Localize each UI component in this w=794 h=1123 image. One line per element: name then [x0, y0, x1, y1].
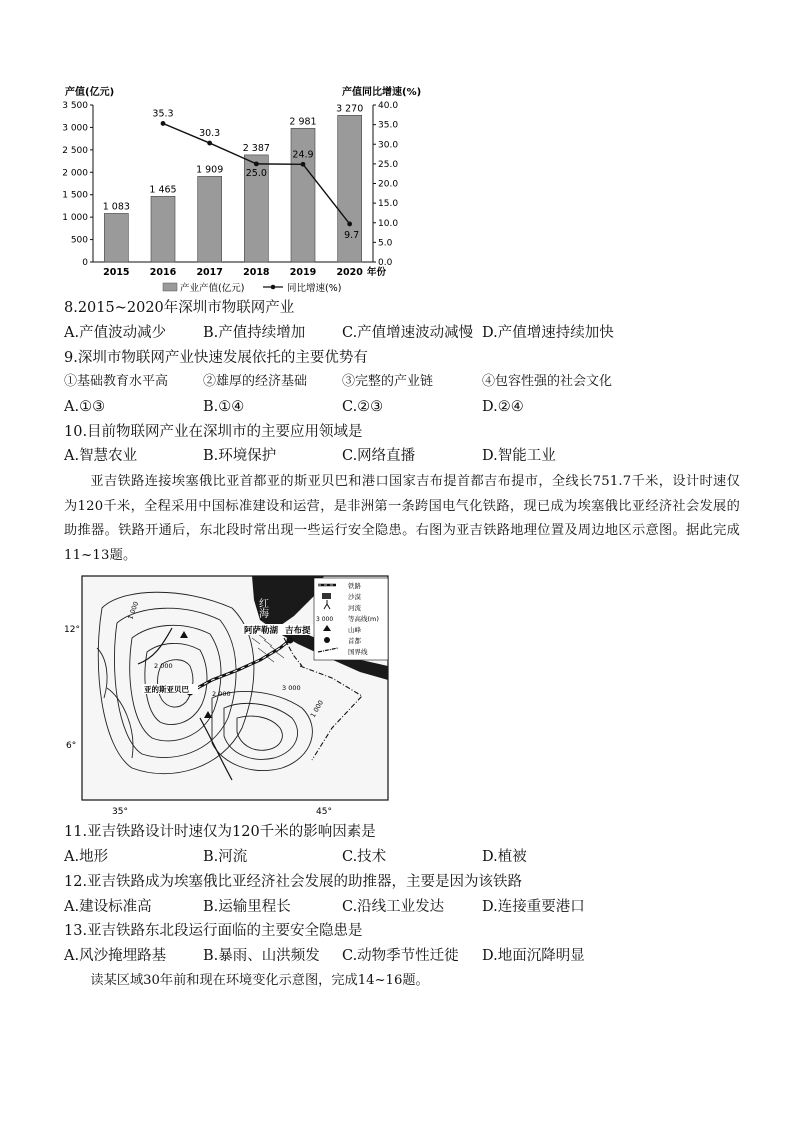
- contour-label-2: 2 000: [154, 662, 173, 670]
- q11-option-d[interactable]: D.植被: [482, 849, 527, 865]
- y2-tick-label: 15.0: [378, 199, 399, 210]
- question-12-stem: 12.亚吉铁路成为埃塞俄比亚经济社会发展的助推器，主要是因为该铁路: [64, 874, 523, 890]
- q11-option-c[interactable]: C.技术: [342, 849, 387, 865]
- bar: [104, 213, 128, 262]
- q10-option-c[interactable]: C.网络直播: [342, 448, 416, 464]
- q10-option-d[interactable]: D.智能工业: [482, 448, 556, 464]
- x-axis-ticks: [103, 267, 363, 278]
- growth-data-label: 9.7: [344, 229, 360, 241]
- industry-output-chart: [55, 80, 435, 300]
- lon-label-45: 45°: [316, 807, 332, 816]
- growth-data-label: 25.0: [245, 167, 267, 179]
- lat-label-6: 6°: [66, 741, 77, 751]
- question-9-stem: 9.深圳市物联网产业快速发展依托的主要优势有: [64, 350, 368, 366]
- sea-label: 红海: [256, 598, 268, 618]
- passage-railway: 亚吉铁路连接埃塞俄比亚首都亚的斯亚贝巴和港口国家吉布提首都吉布提市，全线长751.7千米，设计时速仅为120千米，全程采用中国标准建设和运营，是非洲第一条跨国电气化铁路，现已成为埃塞俄比亚经济社会发展的助推器。铁路开通后，东北段时常出现一些运行安全隐患。右图为亚吉铁路地理位置及周边地区示意图。据此完成11~13题。: [64, 474, 740, 563]
- question-11-stem: 11.亚吉铁路设计时速仅为120千米的影响因素是: [64, 824, 376, 840]
- legend-bar-label: 产业产值(亿元): [180, 283, 245, 294]
- x-tick-label: 2018: [243, 267, 270, 278]
- map-legend: [314, 578, 388, 660]
- y2-axis-ticks: [373, 101, 398, 268]
- q13-option-b[interactable]: B.暴雨、山洪频发: [203, 948, 320, 964]
- q8-option-c[interactable]: C.产值增速波动减慢: [342, 325, 474, 341]
- legend-desert: 沙漠: [348, 593, 361, 601]
- growth-point: [207, 141, 212, 146]
- growth-point: [161, 121, 166, 126]
- y-tick-label: 3 000: [62, 123, 88, 134]
- y-tick-label: 1 000: [62, 213, 88, 224]
- lat-label-12: 12°: [64, 625, 80, 635]
- q9-statement-1: ①基础教育水平高: [64, 374, 169, 389]
- q10-option-b[interactable]: B.环境保护: [203, 448, 277, 464]
- city-label-addis-ababa: 亚的斯亚贝巴: [144, 685, 189, 694]
- y2-axis-title: 产值同比增速(%): [342, 87, 422, 98]
- x-tick-label: 2019: [289, 267, 317, 278]
- legend-contour: 等高线(m): [348, 615, 379, 623]
- legend-peak: 山峰: [348, 626, 361, 634]
- y-tick-label: 3 500: [62, 101, 88, 111]
- x-tick-label: 2015: [103, 267, 130, 278]
- bar-data-label: 2 981: [289, 116, 317, 128]
- q9-statement-4: ④包容性强的社会文化: [482, 374, 613, 389]
- lon-label-35: 35°: [112, 807, 128, 816]
- bar: [151, 196, 175, 262]
- q9-option-b[interactable]: B.①④: [203, 399, 245, 415]
- bar-data-label: 2 387: [242, 142, 270, 154]
- y2-tick-label: 5.0: [378, 238, 393, 249]
- y-tick-label: 2 000: [62, 168, 88, 179]
- q12-option-a[interactable]: A.建设标准高: [64, 899, 152, 915]
- question-10-stem: 10.目前物联网产业在深圳市的主要应用领域是: [64, 424, 363, 440]
- q13-option-c[interactable]: C.动物季节性迁徙: [342, 948, 459, 964]
- q12-option-c[interactable]: C.沿线工业发达: [342, 899, 445, 915]
- legend-bar-swatch: [163, 283, 177, 291]
- legend-capital: 首都: [348, 637, 361, 645]
- railway-map: [62, 568, 392, 816]
- y2-tick-label: 10.0: [378, 218, 399, 229]
- q9-option-a[interactable]: A.①③: [64, 399, 106, 415]
- bar-data-label: 3 270: [336, 103, 364, 115]
- q11-option-a[interactable]: A.地形: [64, 849, 109, 865]
- q9-option-d[interactable]: D.②④: [482, 399, 524, 415]
- x-tick-label: 2016: [149, 267, 177, 278]
- legend-railway: 铁路: [348, 582, 361, 590]
- q11-option-b[interactable]: B.河流: [203, 849, 248, 865]
- question-13-stem: 13.亚吉铁路东北段运行面临的主要安全隐患是: [64, 923, 363, 939]
- bar-series: [103, 103, 364, 262]
- y-axis-ticks: [62, 101, 93, 268]
- legend-river: 河流: [348, 604, 361, 612]
- bar-data-label: 1 465: [149, 184, 177, 196]
- legend-line-label: 同比增速(%): [287, 283, 342, 294]
- growth-point: [347, 222, 352, 227]
- growth-data-label: 35.3: [152, 108, 174, 120]
- q13-option-a[interactable]: A.风沙掩埋路基: [64, 948, 167, 964]
- q10-option-a[interactable]: A.智慧农业: [64, 448, 138, 464]
- city-label-djibouti: 吉布提: [285, 626, 311, 636]
- q12-option-d[interactable]: D.连接重要港口: [482, 899, 585, 915]
- y2-tick-label: 20.0: [378, 179, 399, 190]
- y-tick-label: 500: [70, 235, 88, 246]
- contour-label-3: 3 000: [282, 684, 301, 692]
- q9-option-c[interactable]: C.②③: [342, 399, 384, 415]
- y-tick-label: 2 500: [62, 145, 88, 156]
- bar-data-label: 1 083: [102, 201, 130, 213]
- growth-point: [254, 161, 259, 166]
- x-axis-title: 年份: [367, 267, 387, 278]
- q9-statement-2: ②雄厚的经济基础: [203, 374, 308, 389]
- x-tick-label: 2020: [336, 267, 363, 278]
- q8-option-a[interactable]: A.产值波动减少: [64, 325, 167, 341]
- y2-tick-label: 35.0: [378, 120, 399, 131]
- contour-label-5: 2 000: [212, 690, 231, 698]
- question-8-stem: 8.2015~2020年深圳市物联网产业: [64, 300, 295, 316]
- y-axis-title: 产值(亿元): [65, 87, 115, 98]
- q13-option-d[interactable]: D.地面沉降明显: [482, 948, 585, 964]
- q8-option-b[interactable]: B.产值持续增加: [203, 325, 306, 341]
- y2-tick-label: 30.0: [378, 140, 399, 151]
- x-tick-label: 2017: [196, 267, 223, 278]
- q12-option-b[interactable]: B.运输里程长: [203, 899, 291, 915]
- legend-border: 国界线: [348, 648, 368, 656]
- djibouti-marker: [287, 637, 294, 644]
- bar-data-label: 1 909: [196, 164, 224, 176]
- growth-data-label: 24.9: [292, 149, 314, 161]
- y-tick-label: 0: [82, 258, 88, 268]
- y2-tick-label: 40.0: [378, 101, 399, 111]
- growth-point: [301, 162, 306, 167]
- bar: [198, 176, 222, 262]
- contour-label-4: 1 000: [308, 698, 326, 719]
- city-label-lake-assal: 阿萨勒湖: [244, 626, 279, 636]
- y-tick-label: 1 500: [62, 190, 88, 201]
- contour-label-1: 1 000: [126, 600, 141, 621]
- y2-tick-label: 25.0: [378, 159, 399, 170]
- passage-environment: 读某区域30年前和现在环境变化示意图，完成14~16题。: [90, 973, 429, 988]
- legend-contour-sample: 3 000: [316, 616, 334, 623]
- y2-tick-label: 0.0: [378, 258, 393, 268]
- legend-line-marker: [271, 285, 276, 290]
- q8-option-d[interactable]: D.产值增速持续加快: [482, 325, 614, 341]
- q9-statement-3: ③完整的产业链: [342, 374, 434, 389]
- growth-data-label: 30.3: [199, 128, 221, 140]
